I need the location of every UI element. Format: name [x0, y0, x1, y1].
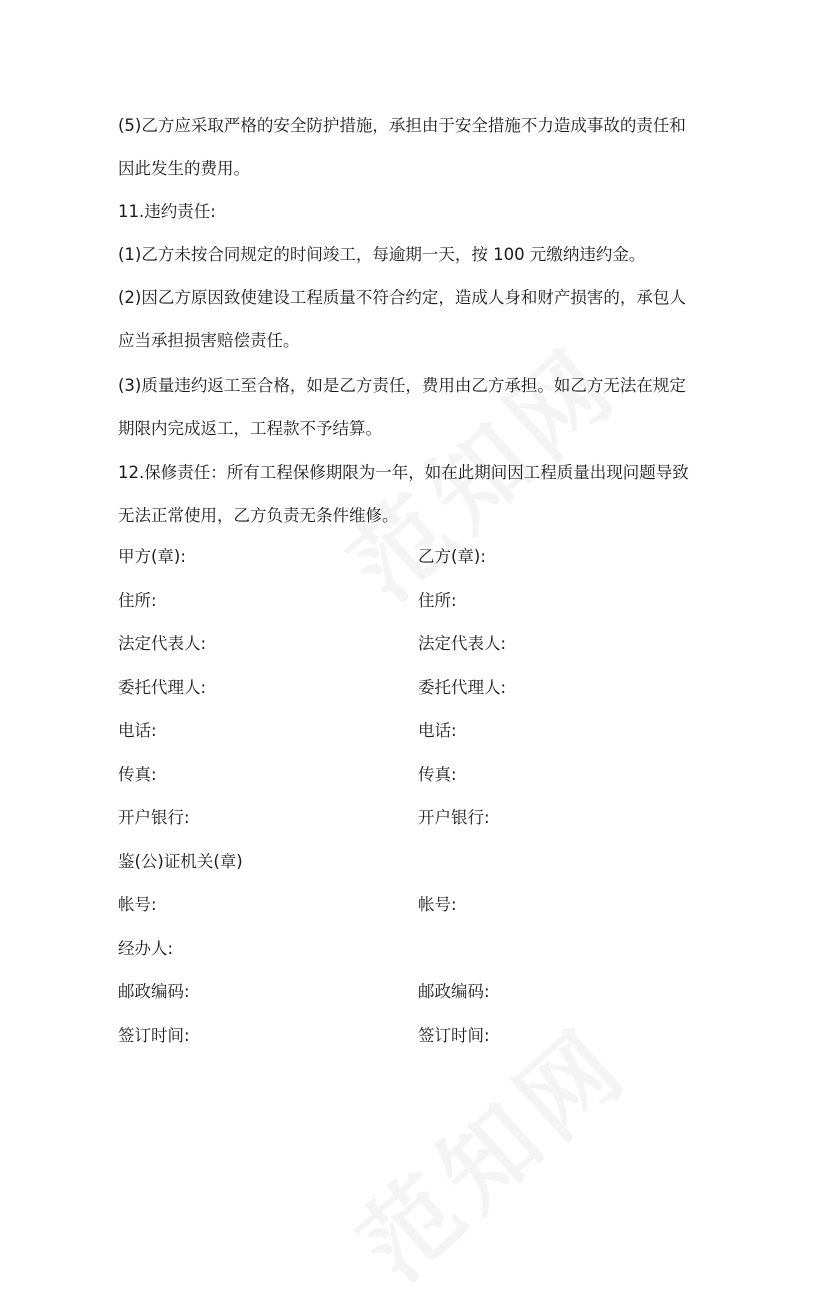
notary-seal-label: 鉴(公)证机关(章) [118, 852, 243, 871]
party-b-sign-date-label: 签订时间: [418, 1026, 490, 1045]
text-line: 11.违约责任: [118, 202, 216, 221]
party-b-account-label: 帐号: [418, 895, 457, 914]
party-b-legal-rep-label: 法定代表人: [418, 634, 507, 653]
paragraph-quality-damage [118, 276, 718, 362]
party-a-address-label: 住所: [118, 591, 157, 610]
paragraph-safety-measures [118, 104, 718, 190]
party-b-postcode-label: 邮政编码: [418, 982, 490, 1001]
heading-breach-liability [118, 190, 718, 233]
party-a-legal-rep-label: 法定代表人: [118, 634, 207, 653]
party-a-postcode-label: 邮政编码: [118, 982, 190, 1001]
text-line: 应当承担损害赔偿责任。 [118, 331, 300, 350]
text-line: 期限内完成返工，工程款不予结算。 [118, 419, 382, 438]
party-b-agent-label: 委托代理人: [418, 678, 507, 697]
party-a-phone-label: 电话: [118, 721, 157, 740]
party-b-phone-label: 电话: [418, 721, 457, 740]
paragraph-warranty [118, 451, 718, 537]
party-a-bank-label: 开户银行: [118, 808, 190, 827]
paragraph-late-penalty [118, 233, 718, 276]
party-a-sign-date-label: 签订时间: [118, 1026, 190, 1045]
text-line: 12.保修责任：所有工程保修期限为一年，如在此期间因工程质量出现问题导致 [118, 463, 689, 482]
party-a-fax-label: 传真: [118, 765, 157, 784]
party-a-account-label: 帐号: [118, 895, 157, 914]
handler-label: 经办人: [118, 939, 174, 958]
paragraph-rework [118, 364, 718, 450]
party-b-seal-label: 乙方(章): [418, 547, 486, 566]
party-b-bank-label: 开户银行: [418, 808, 490, 827]
party-a-seal-label: 甲方(章): [118, 547, 186, 566]
text-line: (3)质量违约返工至合格，如是乙方责任，费用由乙方承担。如乙方无法在规定 [118, 376, 686, 395]
party-a-agent-label: 委托代理人: [118, 678, 207, 697]
party-b-address-label: 住所: [418, 591, 457, 610]
text-line: (2)因乙方原因致使建设工程质量不符合约定，造成人身和财产损害的，承包人 [118, 288, 686, 307]
text-line: 无法正常使用，乙方负责无条件维修。 [118, 506, 399, 525]
text-line: 因此发生的费用。 [118, 159, 250, 178]
text-line: (1)乙方未按合同规定的时间竣工，每逾期一天，按 100 元缴纳违约金。 [118, 245, 646, 264]
party-b-fax-label: 传真: [418, 765, 457, 784]
text-line: (5)乙方应采取严格的安全防护措施，承担由于安全措施不力造成事故的责任和 [118, 116, 686, 135]
